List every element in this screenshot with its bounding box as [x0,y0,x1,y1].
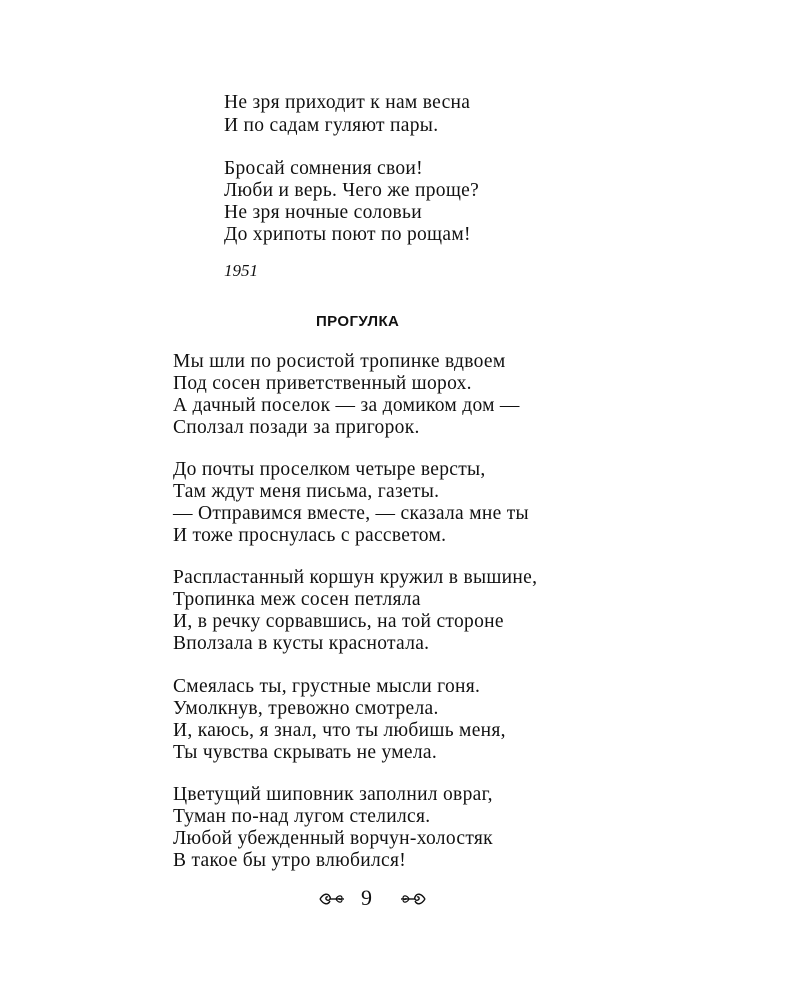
poem-line: Под сосен приветственный шорох. [173,373,472,394]
poem-line: Распластанный коршун кружил в вышине, [173,567,538,588]
poem-line: И тоже проснулась с рассветом. [173,525,447,546]
poem-line: Ты чувства скрывать не умела. [173,742,438,763]
poem-title: ПРОГУЛКА [316,313,400,330]
poem-line: Люби и верь. Чего же проще? [224,180,480,201]
poem-line: Не зря приходит к нам весна [224,92,471,113]
poem-line: И по садам гуляют пары. [224,115,439,136]
poem-line: Цветущий шиповник заполнил овраг, [173,784,493,805]
poem-line: До почты проселком четыре версты, [173,459,486,480]
poem-line: Не зря ночные соловьи [224,202,422,223]
left-ornament-icon [318,889,346,909]
poem-line: Туман по-над лугом стелился. [173,806,431,827]
poem-line: Мы шли по росистой тропинке вдвоем [173,351,506,372]
poem-line: Смеялась ты, грустные мысли гоня. [173,676,481,697]
poem-line: Любой убежденный ворчун-холостяк [173,828,493,849]
poem-line: В такое бы утро влюбился! [173,850,407,871]
poem-year: 1951 [224,261,258,280]
poem-line: До хрипоты поют по рощам! [224,224,471,245]
poem-line: Бросай сомнения свои! [224,158,423,179]
poem-line: Вползала в кусты краснотала. [173,633,430,654]
poem-line: А дачный поселок — за домиком дом — [173,395,520,416]
poem-line: Тропинка меж сосен петляла [173,589,421,610]
poem-line: Там ждут меня письма, газеты. [173,481,440,502]
poem-line: Умолкнув, тревожно смотрела. [173,698,439,719]
poem-line: — Отправимся вместе, — сказала мне ты [173,503,529,524]
poem-line: И, в речку сорвавшись, на той стороне [173,611,504,632]
right-ornament-icon [399,889,427,909]
poem-line: И, каюсь, я знал, что ты любишь меня, [173,720,506,741]
poem-line: Сползал позади за пригорок. [173,417,420,438]
page-number: 9 [361,885,372,910]
